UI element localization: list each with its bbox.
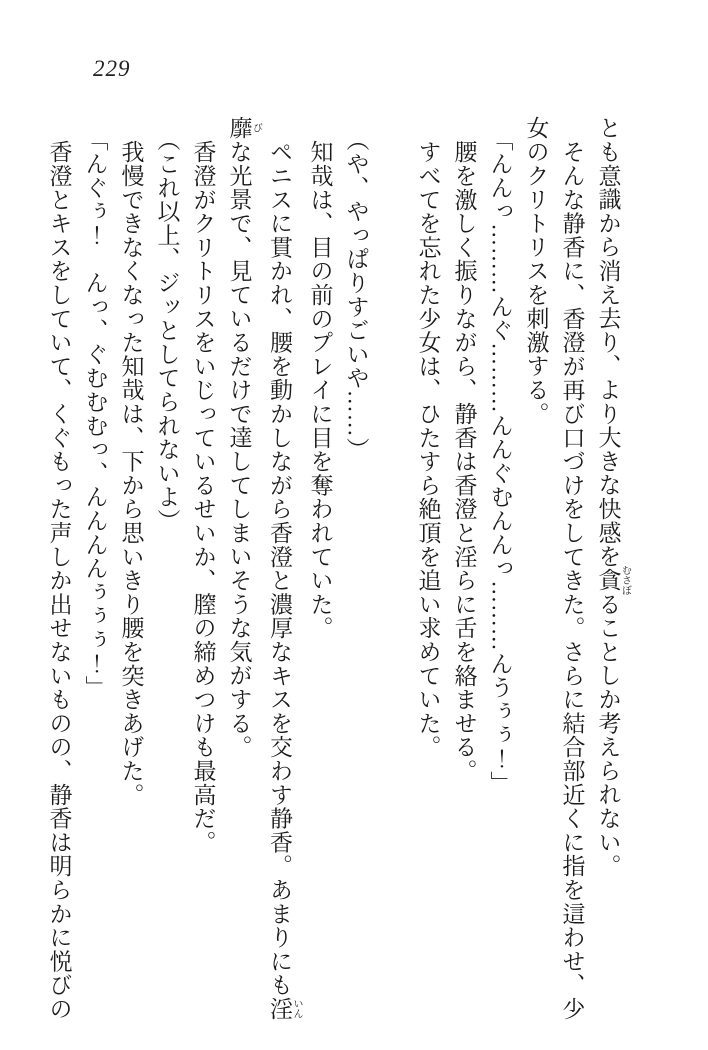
text-line: ペニスに貫かれ、腰を動かしながら香澄と濃厚なキスを交わす静香。あまりにも淫 いん (267, 140, 302, 1021)
text-line: （これ以上、ジッとしてられないよ） (154, 128, 180, 533)
ruby-annotation: 靡 び (226, 116, 262, 140)
ruby-annotation: 貪 むさぼ (595, 565, 631, 596)
text-line: 香澄とキスをしていて、くぐもった声しか出せないものの、静香は明らかに悦びの (46, 140, 72, 1021)
page-number: 229 (93, 56, 131, 81)
text-line: 「んんっ………んぐ………んんぐむんんっ………んうぅぅ！」 (487, 128, 513, 795)
text-line: 知哉は、目の前のプレイに目を奪われていた。 (307, 140, 333, 640)
text-line: （や、やっぱりすごいや……） (343, 128, 369, 462)
text-line: 靡 びな光景で、見ているだけで達してしまいそうな気がする。 (226, 116, 262, 759)
text-line: とも意識から消え去り、より大きな快感を貪 むさぼることしか考えられない。 (595, 116, 631, 878)
text-line: 我慢できなくなった知哉は、下から思いきり腰を突きあげた。 (118, 140, 144, 807)
text-line: すべてを忘れた少女は、ひたすら絶頂を追い求めていた。 (415, 140, 441, 759)
text-line: そんな静香に、香澄が再び口づけをしてきた。さらに結合部近くに指を這わせ、少 (559, 140, 585, 1021)
text-line: 腰を激しく振りながら、静香は香澄と淫らに舌を絡ませる。 (451, 140, 477, 783)
text-line: 「んぐぅ！ んっ、ぐむむむっ、んんんんぅぅぅ！」 (82, 128, 108, 700)
body-text (41, 116, 631, 1026)
text-line: 女のクリトリスを刺激する。 (523, 116, 549, 426)
ruby-annotation: 淫 いん (267, 996, 302, 1021)
text-line: 香澄がクリトリスをいじっているせいか、膣の締めつけも最高だ。 (190, 140, 216, 854)
